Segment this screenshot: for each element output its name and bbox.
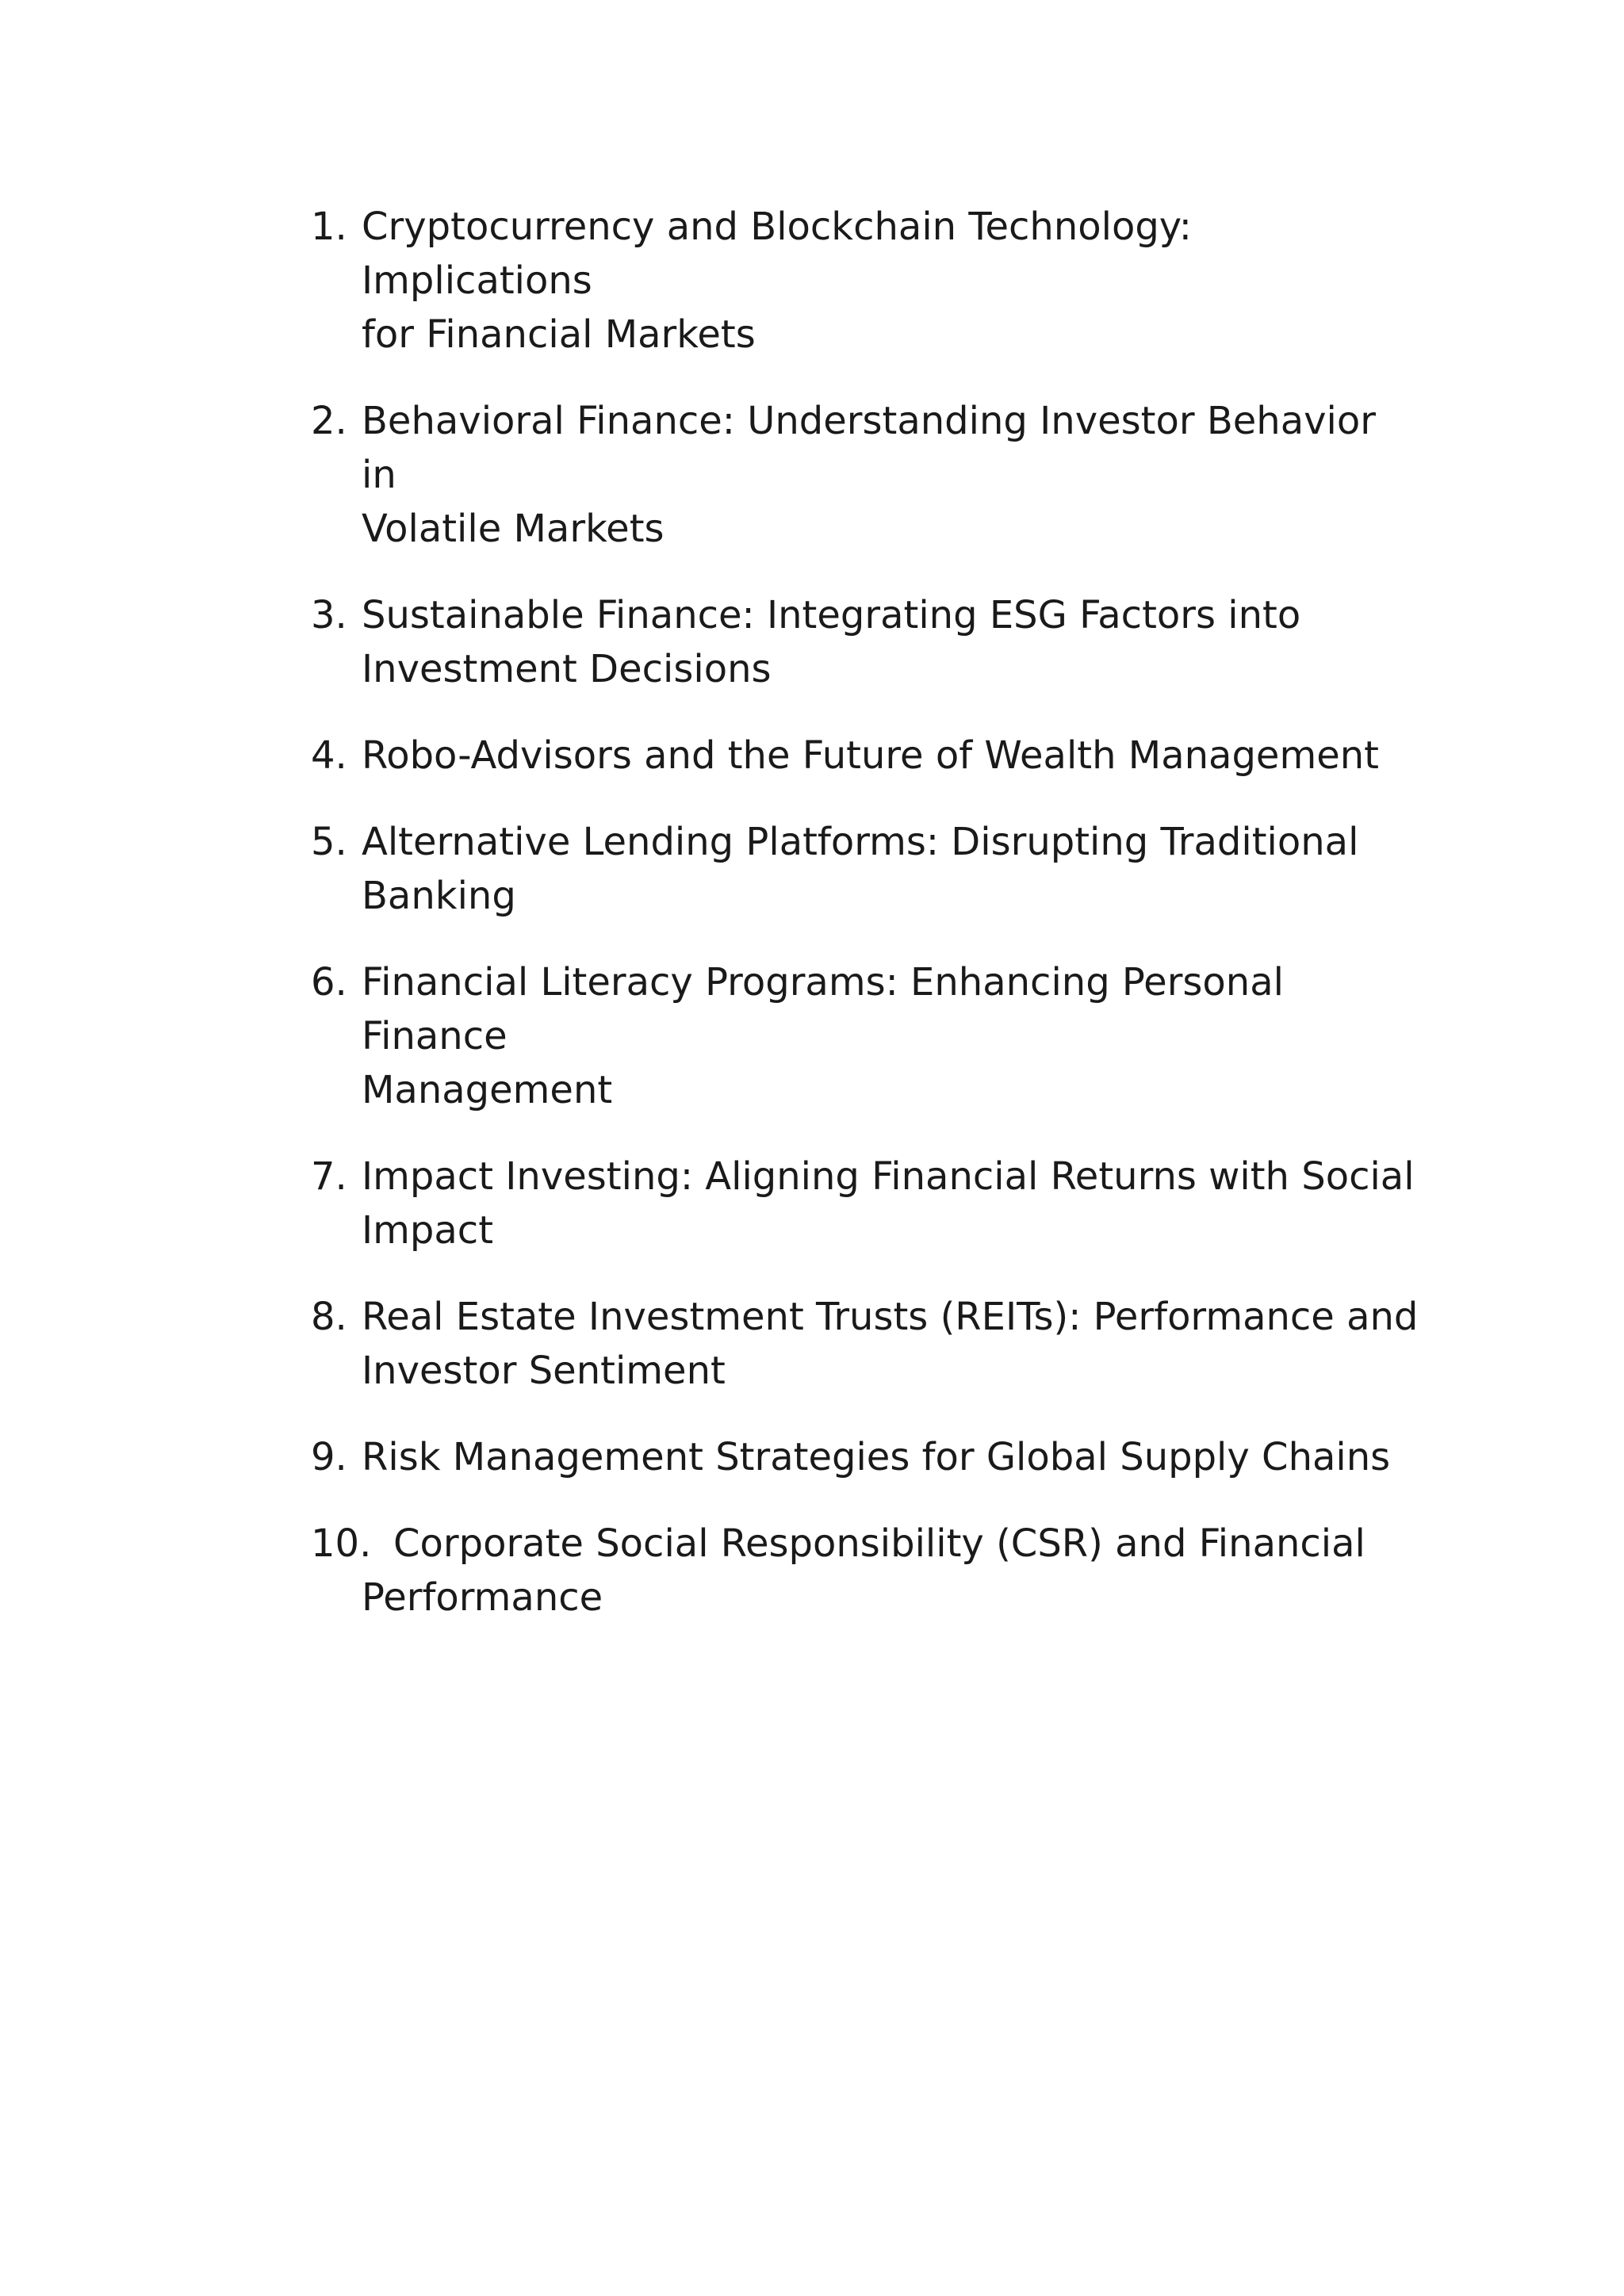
list-item-number: 2. <box>311 399 347 443</box>
list-item-text-line: Behavioral Finance: Understanding Investor Behavior in <box>362 399 1376 497</box>
list-item-text-line: Risk Management Strategies for Global Supply Chains <box>362 1435 1391 1479</box>
list-item <box>311 729 1421 783</box>
list-item <box>311 394 1421 556</box>
list-item-text-line: for Financial Markets <box>362 312 756 357</box>
list-item-number: 10. <box>311 1521 372 1566</box>
list-item-text-line: Investor Sentiment <box>362 1349 726 1393</box>
list-item-number: 8. <box>311 1295 347 1339</box>
list-item-number: 6. <box>311 960 347 1004</box>
list-item-text-line: Corporate Social Responsibility (CSR) and Financial <box>393 1521 1365 1566</box>
list-item-text-line: Robo-Advisors and the Future of Wealth Management <box>362 733 1379 778</box>
list-item-number: 1. <box>311 205 347 249</box>
list-item-text-line: Impact <box>362 1208 494 1253</box>
list-item <box>311 200 1421 362</box>
topic-list <box>311 200 1421 1657</box>
list-item-text-line: Alternative Lending Platforms: Disrupting Traditional <box>362 820 1359 864</box>
list-item-number: 9. <box>311 1435 347 1479</box>
list-item <box>311 1290 1421 1398</box>
list-item-text-line: Real Estate Investment Trusts (REITs): Performance and <box>362 1295 1419 1339</box>
list-item <box>311 815 1421 923</box>
list-item-text-line: Impact Investing: Aligning Financial Returns with Social <box>362 1154 1415 1199</box>
list-item-text-line: Investment Decisions <box>362 647 772 691</box>
list-item <box>311 955 1421 1117</box>
list-item <box>311 1430 1421 1484</box>
list-item <box>311 1150 1421 1257</box>
list-item-text-line: Performance <box>362 1575 603 1620</box>
list-item-number: 4. <box>311 733 347 778</box>
list-item-text-line: Volatile Markets <box>362 507 665 551</box>
list-item-number: 3. <box>311 593 347 637</box>
list-item-text-line: Sustainable Finance: Integrating ESG Factors into <box>362 593 1301 637</box>
list-item <box>311 588 1421 696</box>
list-item <box>311 1517 1421 1624</box>
list-item-text-line: Financial Literacy Programs: Enhancing Personal Finance <box>362 960 1284 1058</box>
list-item-text-line: Banking <box>362 874 516 918</box>
list-item-text-line: Management <box>362 1068 613 1112</box>
list-item-number: 5. <box>311 820 347 864</box>
list-item-number: 7. <box>311 1154 347 1199</box>
list-item-text-line: Cryptocurrency and Blockchain Technology: Implications <box>362 205 1192 303</box>
